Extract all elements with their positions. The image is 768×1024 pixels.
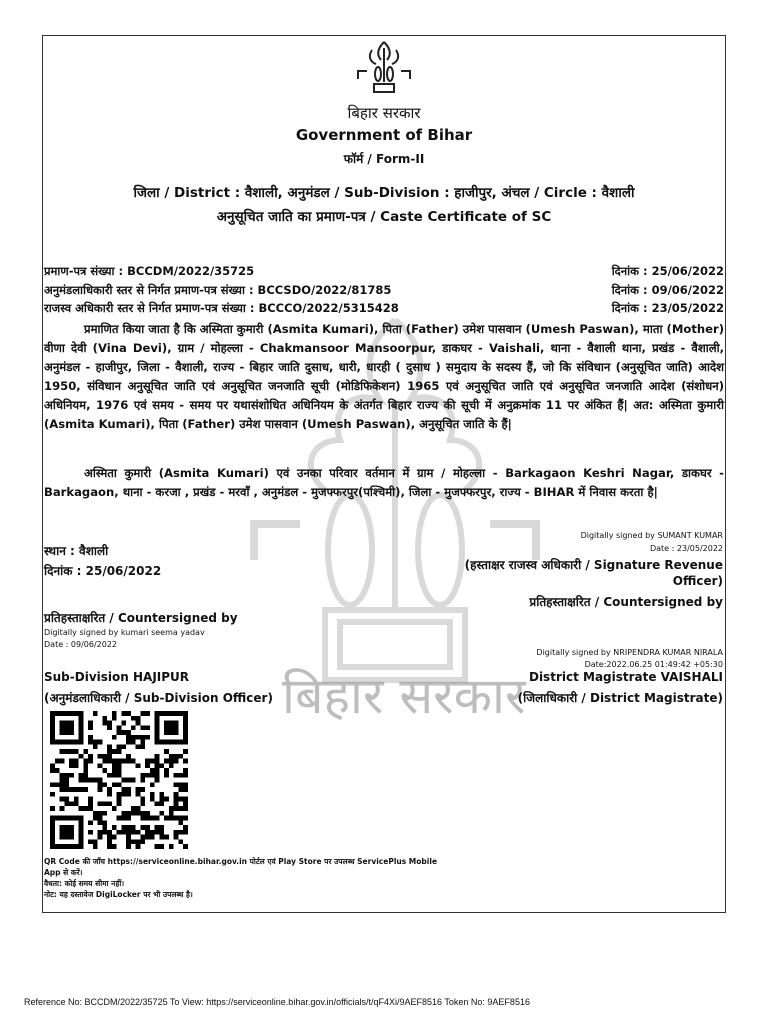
dm-title: District Magistrate VAISHALI xyxy=(528,670,723,684)
revenue-officer-signature-2: Officer) xyxy=(672,574,723,588)
reference-row xyxy=(44,301,724,317)
watermark-text: बिहार सरकार xyxy=(282,667,526,725)
reference-number: अनुमंडलाधिकारी स्तर से निर्गत प्रमाण-पत्र संख्या : BCCSDO/2022/81785 xyxy=(44,283,392,297)
district-line: जिला / District : वैशाली, अनुमंडल / Sub-Division : हाजीपुर, अंचल / Circle : वैशाली xyxy=(133,185,635,201)
sdo-title: Sub-Division HAJIPUR xyxy=(44,670,190,684)
certificate-title: अनुसूचित जाति का प्रमाण-पत्र / Caste Certificate of SC xyxy=(216,209,552,225)
footer-reference: Reference No: BCCDM/2022/35725 To View: https://serviceonline.bihar.gov.in/officials/t/qF4Xi/9AEF8516 Token No: 9AEF8516 xyxy=(24,997,530,1007)
qr-note-line: QR Code की जाँच https://serviceonline.bihar.gov.in पोर्टल एवं Play Store पर उपलब्ध ServicePlus Mobile xyxy=(44,857,438,866)
reference-date: दिनांक : 25/06/2022 xyxy=(611,264,724,278)
certification-paragraph: प्रमाणित किया जाता है कि अस्मिता कुमारी (Asmita Kumari), पिता (Father) उमेश पासवान (Umesh Paswan), माता (Mother) वीणा देवी (Vina Devi), ग्राम / मोहल्ला - Chakmansoor Mansoorpur, डाकघर - Vaishali, थाना - वैशाली थाना, प्रखंड - वैशाली, अनुमंडल - हाजीपुर, जिला - वैशाली, राज्य - बिहार जाति दुसाध, धारी, धारही ( दुसाध ) समुदाय के सदस्य हैं, जो कि संविधान (अनुसूचित जाति) आदेश 1950, संविधान अनुसूचित जाति एवं अनुसूचित जनजाति सूची (मोडिफिकेशन) 1965 एवं अनुसूचित जाति एवं अनुसूचित जनजाति आदेश (संशोधन) अधिनियम, 1976 एवं समय - समय पर यथासंशोधित अधिनियम के अंतर्गत बिहार राज्य की सूची में अनुक्रमांक 11 पर अंकित हैं| अत: अस्मिता कुमारी (Asmita Kumari), पिता (Father) उमेश पासवान (Umesh Paswan), अनुसूचित जाति के हैं| xyxy=(44,322,724,431)
reference-row xyxy=(44,264,724,280)
state-name-hindi: बिहार सरकार xyxy=(347,104,421,122)
validity-note: वैधता: कोई समय सीमा नहीं। xyxy=(44,879,125,888)
digilocker-note: नोट: यह दस्तावेज DigiLocker पर भी उपलब्ध है। xyxy=(44,890,193,899)
issue-date: दिनांक : 25/06/2022 xyxy=(44,564,162,578)
sdo-digital-signature: Digitally signed by kumari seema yadav xyxy=(44,628,205,637)
form-label: फॉर्म / Form-II xyxy=(343,152,425,166)
revenue-signature-date: Date : 23/05/2022 xyxy=(649,544,723,553)
qr-code xyxy=(50,710,188,850)
sdo-role: (अनुमंडलाधिकारी / Sub-Division Officer) xyxy=(44,691,273,705)
residence-paragraph: अस्मिता कुमारी (Asmita Kumari) एवं उनका परिवार वर्तमान में ग्राम / मोहल्ला - Barkagaon Keshri Nagar, डाकघर - Barkagaon, थाना - करजा , प्रखंड - मरवाँ , अनुमंडल - मुजफ्फरपुर(पश्चिमी), जिला - मुजफ्फरपुर, राज्य - BIHAR में निवास करता है| xyxy=(44,466,724,499)
reference-number: राजस्व अधिकारी स्तर से निर्गत प्रमाण-पत्र संख्या : BCCCO/2022/5315428 xyxy=(44,301,399,315)
reference-date: दिनांक : 23/05/2022 xyxy=(611,301,724,315)
dm-digital-signature: Digitally signed by NRIPENDRA KUMAR NIRALA xyxy=(536,648,723,657)
reference-number: प्रमाण-पत्र संख्या : BCCDM/2022/35725 xyxy=(44,264,255,278)
qr-notes xyxy=(44,856,437,900)
revenue-digital-signature: Digitally signed by SUMANT KUMAR xyxy=(580,531,723,540)
dm-signature-date: Date:2022.06.25 01:49:42 +05:30 xyxy=(584,660,723,669)
countersigned-right: प्रतिहस्ताक्षरित / Countersigned by xyxy=(529,595,723,609)
state-name-english: Government of Bihar xyxy=(295,126,473,144)
dm-role: (जिलाधिकारी / District Magistrate) xyxy=(517,691,723,705)
reference-date: दिनांक : 09/06/2022 xyxy=(611,283,724,297)
countersigned-left: प्रतिहस्ताक्षरित / Countersigned by xyxy=(44,611,238,625)
sdo-signature-date: Date : 09/06/2022 xyxy=(44,640,118,649)
reference-row xyxy=(44,283,724,299)
place-label: स्थान : वैशाली xyxy=(44,544,109,558)
qr-note-line: App से करें। xyxy=(44,868,83,877)
bihar-emblem-icon xyxy=(354,38,414,100)
revenue-officer-signature-1: (हस्ताक्षर राजस्व अधिकारी / Signature Revenue xyxy=(464,558,723,572)
